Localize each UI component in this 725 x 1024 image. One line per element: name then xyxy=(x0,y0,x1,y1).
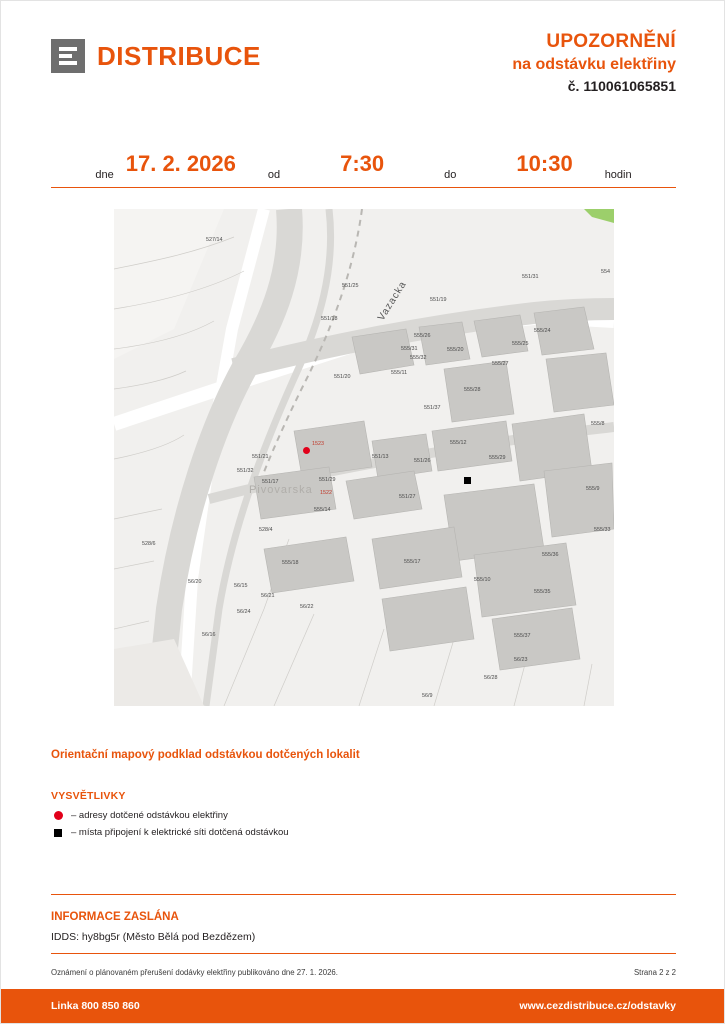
parcel-label: 555/37 xyxy=(514,633,531,639)
parcel-label: 555/27 xyxy=(492,361,509,367)
label-to: do xyxy=(444,169,457,181)
divider-bottom xyxy=(51,953,676,954)
parcel-label: 56/23 xyxy=(514,657,528,663)
cez-e-logo-icon xyxy=(51,39,85,73)
label-from: od xyxy=(267,169,281,181)
parcel-label: 56/28 xyxy=(484,675,498,681)
legend-item-label: – adresy dotčené odstávkou elektřiny xyxy=(71,810,228,821)
parcel-label: 555/32 xyxy=(410,355,427,361)
notice-subtitle: na odstávku elektřiny xyxy=(512,56,676,73)
legend-title: VYSVĚTLIVKY xyxy=(51,790,126,802)
parcel-label: 551/32 xyxy=(237,468,254,474)
parcel-label: 56/16 xyxy=(202,632,216,638)
outage-time-from: 7:30 xyxy=(340,151,385,176)
parcel-label: 527/14 xyxy=(206,237,223,243)
house-number-label: 1522 xyxy=(320,490,332,496)
parcel-label: 528/4 xyxy=(259,527,273,533)
red-dot-icon xyxy=(51,811,65,820)
parcel-label: 56/22 xyxy=(300,604,314,610)
parcel-label: 555/28 xyxy=(464,387,481,393)
outage-date: 17. 2. 2026 xyxy=(125,151,236,176)
parcel-label: 528/6 xyxy=(142,541,156,547)
brand-logo-text: DISTRIBUCE xyxy=(97,40,261,71)
parcel-label: 551/19 xyxy=(430,297,447,303)
parcel-label: 555/8 xyxy=(591,421,605,427)
black-square-icon xyxy=(51,829,65,837)
parcel-label: 551/13 xyxy=(372,454,389,460)
parcel-label: 555/20 xyxy=(447,347,464,353)
legend-item xyxy=(51,807,289,824)
parcel-label: 555/33 xyxy=(594,527,611,533)
parcel-label: 551/26 xyxy=(414,458,431,464)
parcel-label: 551/37 xyxy=(424,405,441,411)
parcel-label: 555/36 xyxy=(542,552,559,558)
divider-top xyxy=(51,894,676,895)
house-number-label: 1523 xyxy=(312,441,324,447)
parcel-label: 551/31 xyxy=(522,274,539,280)
map-caption: Orientační mapový podklad odstávkou dotčených lokalit xyxy=(51,749,360,761)
legend-item xyxy=(51,824,289,841)
parcel-label: 555/18 xyxy=(282,560,299,566)
footer-web-link[interactable]: www.cezdistribuce.cz/odstavky xyxy=(519,1000,676,1012)
street-label-vazacka: Vazacka xyxy=(376,279,409,323)
parcel-label: 551/29 xyxy=(319,477,336,483)
label-date: dne xyxy=(95,169,114,181)
parcel-label: 551/21 xyxy=(252,454,269,460)
parcel-label: 551/18 xyxy=(321,316,338,322)
notice-title: UPOZORNĚNÍ xyxy=(546,31,676,52)
parcel-label: 555/17 xyxy=(404,559,421,565)
parcel-label: 554 xyxy=(601,269,610,275)
outage-datetime-strip xyxy=(51,141,676,188)
map-marker-connection-point xyxy=(464,477,471,484)
parcel-label: 56/24 xyxy=(237,609,251,615)
parcel-label: 555/35 xyxy=(534,589,551,595)
location-map xyxy=(114,209,614,706)
parcel-label: 555/9 xyxy=(586,486,600,492)
notice-heading xyxy=(512,31,676,94)
outage-time-to: 10:30 xyxy=(516,151,573,176)
parcel-label: 555/29 xyxy=(489,455,506,461)
label-hours: hodin xyxy=(604,169,632,181)
page-number: Strana 2 z 2 xyxy=(633,968,676,977)
footer-bar xyxy=(1,989,724,1023)
parcel-label: 56/9 xyxy=(422,693,433,699)
parcel-label: 555/12 xyxy=(450,440,467,446)
info-section-body: IDDS: hy8bg5r (Město Bělá pod Bezdězem) xyxy=(51,931,256,943)
parcel-label: 555/25 xyxy=(512,341,529,347)
brand-logo xyxy=(51,39,261,73)
legend-item-label: – místa připojení k elektrické síti dotčená odstávkou xyxy=(71,827,289,838)
parcel-label: 555/10 xyxy=(474,577,491,583)
parcel-label: 555/11 xyxy=(391,370,408,376)
parcel-label: 56/20 xyxy=(188,579,202,585)
map-vector-layer xyxy=(114,209,614,706)
parcel-label: 56/15 xyxy=(234,583,248,589)
parcel-label: 551/17 xyxy=(262,479,279,485)
legend xyxy=(51,807,289,841)
map-marker-affected-address xyxy=(303,447,310,454)
footnote-text: Oznámení o plánovaném přerušení dodávky elektřiny publikováno dne 27. 1. 2026. xyxy=(51,968,338,977)
parcel-label: 551/27 xyxy=(399,494,416,500)
notice-number: č. 110061065851 xyxy=(567,78,676,94)
parcel-label: 555/14 xyxy=(314,507,331,513)
page-header xyxy=(51,31,676,101)
info-section-title: INFORMACE ZASLÁNA xyxy=(51,911,179,923)
parcel-label: 56/21 xyxy=(261,593,275,599)
parcel-label: 555/24 xyxy=(534,328,551,334)
parcel-label: 555/31 xyxy=(401,346,418,352)
parcel-label: 555/26 xyxy=(414,333,431,339)
parcel-label: 551/20 xyxy=(334,374,351,380)
street-label-pivovarska: Pivovarska xyxy=(249,484,313,496)
parcel-label: 551/25 xyxy=(342,283,359,289)
footer-phone: Linka 800 850 860 xyxy=(51,1000,140,1012)
